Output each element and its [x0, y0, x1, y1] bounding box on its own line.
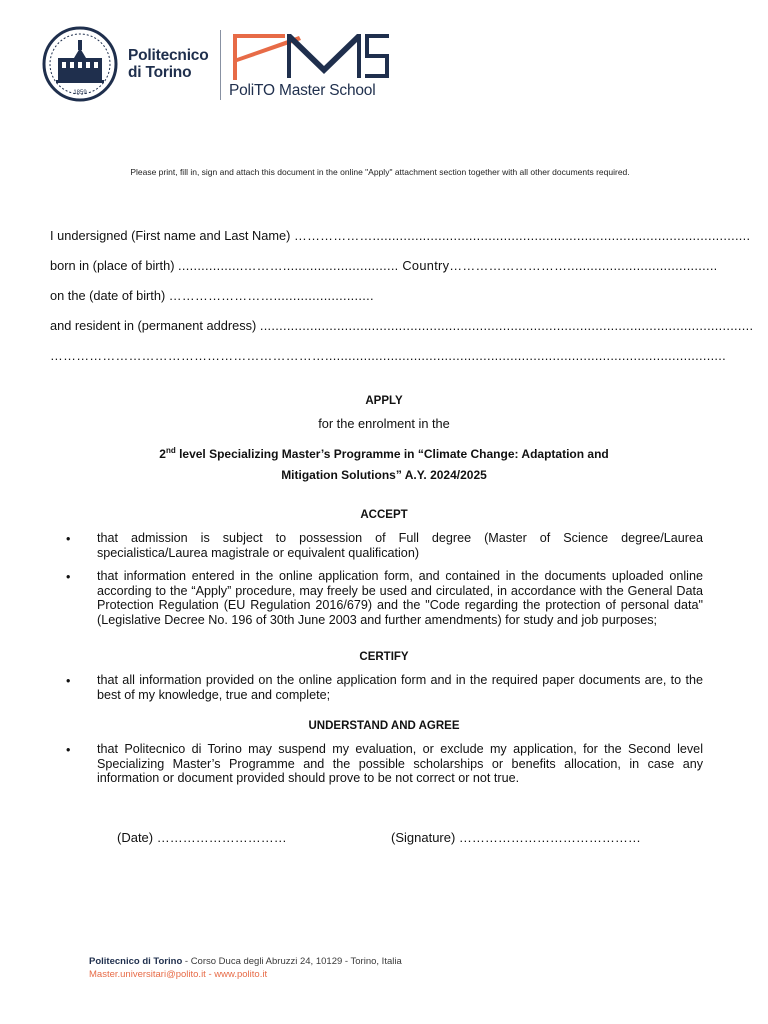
bullet-icon: • — [66, 570, 71, 584]
pms-caption: PoliTO Master School — [229, 82, 376, 99]
field-label: I undersigned (First name and Last Name) — [50, 228, 294, 243]
footer-org: Politecnico di Torino — [89, 956, 183, 967]
field-dots: ................................................................................................................................ — [259, 318, 754, 333]
footer-links — [89, 968, 402, 981]
date-field: (Date) ………………………… — [117, 830, 287, 845]
polito-line1: Politecnico — [128, 47, 209, 64]
programme-ordinal-sup: nd — [165, 446, 176, 455]
programme-ordinal: 2 — [159, 447, 166, 461]
footer-web-link[interactable]: www.polito.it — [214, 969, 268, 980]
polito-logo — [40, 26, 208, 102]
agree-heading: UNDERSTAND AND AGREE — [308, 720, 460, 732]
field-label: on the (date of birth) — [50, 288, 169, 303]
field-label: and resident in (permanent address) — [50, 318, 260, 333]
accept-heading: ACCEPT — [360, 509, 408, 521]
field-dots: .................……….............................. Country………………………....................................... — [178, 258, 718, 273]
footer-separator: - — [205, 969, 215, 980]
accept-item-text: that admission is subject to possession of Full degree (Master of Science degree/Laurea specialistica/Laurea magistrale or equivalent qualification) — [97, 531, 703, 560]
svg-text:1859: 1859 — [73, 90, 87, 96]
university-seal-icon — [40, 26, 120, 102]
field-name — [50, 228, 751, 243]
programme-title-line1 — [60, 446, 708, 461]
agree-item-text: that Politecnico di Torino may suspend my evaluation, or exclude my application, for the Second level Specializing Master’s Programme and the possible scholarships or benefits allocation, in case any information or document provided should prove to be not correct or not true. — [97, 742, 703, 786]
footer-address-line — [89, 955, 402, 968]
footer-email-link[interactable]: Master.universitari@polito.it — [89, 969, 206, 980]
field-dots: …………………….......................... — [168, 288, 374, 303]
certify-heading: CERTIFY — [359, 651, 409, 663]
signature-field: (Signature) …………………………………… — [391, 830, 641, 845]
footer-address: - Corso Duca degli Abruzzi 24, 10129 - Torino, Italia — [182, 956, 402, 967]
field-birthplace — [50, 258, 718, 273]
field-label: born in (place of birth) — [50, 258, 179, 273]
field-dots: ……………….................................................................................................. — [293, 228, 751, 243]
instruction-note: Please print, fill in, sign and attach this document in the online "Apply" attachment section together with all other documents required. — [130, 167, 630, 177]
bullet-icon: • — [66, 532, 71, 546]
bullet-icon: • — [66, 674, 71, 688]
field-address — [50, 318, 754, 333]
field-dots: ………………………………………………………........................................................................................................ — [50, 348, 726, 363]
polito-line2: di Torino — [128, 64, 192, 81]
footer — [89, 955, 402, 981]
programme-text: level Specializing Master’s Programme in “Climate Change: Adaptation and — [175, 447, 609, 461]
field-address-cont — [50, 348, 726, 363]
logo-divider — [220, 30, 221, 100]
field-birthdate — [50, 288, 702, 303]
accept-item-text: that information entered in the online application form, and contained in the documents uploaded online according to the “Apply” procedure, may freely be used and circulated, in accordance with the General Data Protection Regulation (EU Regulation 2016/679) and the "Code regarding the protection of personal data" (Legislative Decree No. 196 of 30th June 2003 and further amendments) for study and job purposes; — [97, 569, 703, 627]
programme-title-line2: Mitigation Solutions” A.Y. 2024/2025 — [281, 468, 487, 482]
certify-item-text: that all information provided on the online application form and in the required paper documents are, to the best of my knowledge, true and complete; — [97, 673, 703, 702]
apply-subtitle: for the enrolment in the — [318, 416, 450, 431]
polito-wordmark — [128, 47, 208, 81]
bullet-icon: • — [66, 743, 71, 757]
apply-heading: APPLY — [365, 395, 403, 407]
